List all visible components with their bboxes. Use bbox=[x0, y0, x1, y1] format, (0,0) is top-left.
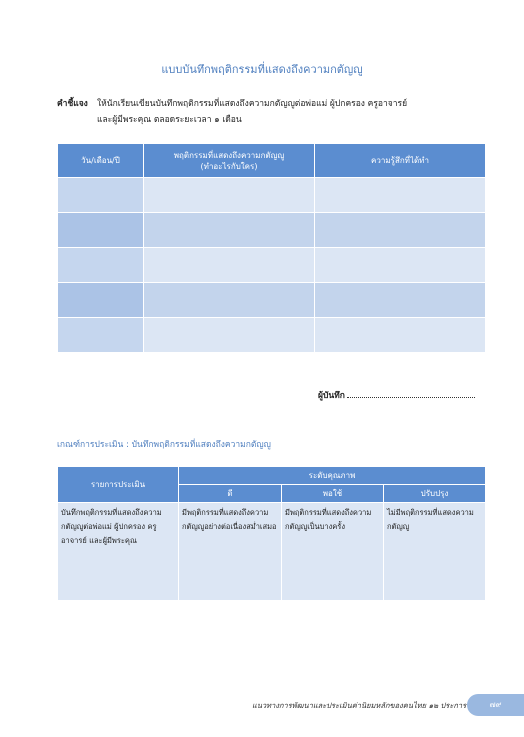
recorder-signature bbox=[318, 388, 475, 402]
header-feeling: ความรู้สึกที่ได้ทำ bbox=[315, 144, 486, 178]
header-quality-level: ระดับคุณภาพ bbox=[179, 467, 486, 485]
record-row bbox=[58, 283, 486, 318]
instruction-line-1: ให้นักเรียนเขียนบันทึกพฤติกรรมที่แสดงถึงความกตัญญูต่อพ่อแม่ ผู้ปกครอง ครูอาจารย์ bbox=[97, 99, 408, 109]
behavior-cell[interactable] bbox=[144, 248, 315, 283]
header-level-improve: ปรับปรุง bbox=[384, 485, 486, 503]
instruction-label: คำชี้แจง bbox=[57, 99, 88, 109]
date-cell[interactable] bbox=[58, 213, 144, 248]
date-cell[interactable] bbox=[58, 248, 144, 283]
recorder-label: ผู้บันทึก bbox=[318, 391, 345, 401]
criteria-fair-cell: มีพฤติกรรมที่แสดงถึงความกตัญญูเป็นบางครั้ง bbox=[282, 503, 384, 601]
header-behavior: พฤติกรรมที่แสดงถึงความกตัญญู (ทำอะไรกับใคร) bbox=[144, 144, 315, 178]
header-level-good: ดี bbox=[179, 485, 282, 503]
page-number: ๗๙ bbox=[467, 694, 524, 716]
record-header-row bbox=[58, 144, 486, 178]
header-date: วัน/เดือน/ปี bbox=[58, 144, 144, 178]
criteria-row bbox=[58, 503, 486, 601]
criteria-title: เกณฑ์การประเมิน : บันทึกพฤติกรรมที่แสดงถึงความกตัญญู bbox=[57, 440, 271, 450]
behavior-record-table bbox=[57, 143, 486, 353]
criteria-improve-cell: ไม่มีพฤติกรรมที่แสดงความกตัญญู bbox=[384, 503, 486, 601]
feeling-cell[interactable] bbox=[315, 283, 486, 318]
record-row bbox=[58, 178, 486, 213]
criteria-item-cell: บันทึกพฤติกรรมที่แสดงถึงความกตัญญูต่อพ่อแม่ ผู้ปกครอง ครูอาจารย์ และผู้มีพระคุณ bbox=[58, 503, 179, 601]
feeling-cell[interactable] bbox=[315, 178, 486, 213]
footer-text: แนวทางการพัฒนาและประเมินค่านิยมหลักของคนไทย ๑๒ ประการ bbox=[252, 701, 467, 710]
feeling-cell[interactable] bbox=[315, 318, 486, 353]
date-cell[interactable] bbox=[58, 178, 144, 213]
header-assessment-item: รายการประเมิน bbox=[58, 467, 179, 503]
date-cell[interactable] bbox=[58, 283, 144, 318]
date-cell[interactable] bbox=[58, 318, 144, 353]
behavior-cell[interactable] bbox=[144, 283, 315, 318]
recorder-signature-line[interactable] bbox=[347, 390, 475, 398]
record-row bbox=[58, 248, 486, 283]
criteria-table bbox=[57, 466, 486, 601]
behavior-cell[interactable] bbox=[144, 178, 315, 213]
criteria-good-cell: มีพฤติกรรมที่แสดงถึงความกตัญญูอย่างต่อเนื่องสม่ำเสมอ bbox=[179, 503, 282, 601]
feeling-cell[interactable] bbox=[315, 213, 486, 248]
page-title: แบบบันทึกพฤติกรรมที่แสดงถึงความกตัญญู bbox=[161, 63, 363, 76]
behavior-cell[interactable] bbox=[144, 318, 315, 353]
instruction-line-2: และผู้มีพระคุณ ตลอดระยะเวลา ๑ เดือน bbox=[97, 115, 242, 125]
behavior-cell[interactable] bbox=[144, 213, 315, 248]
record-row bbox=[58, 213, 486, 248]
feeling-cell[interactable] bbox=[315, 248, 486, 283]
header-level-fair: พอใช้ bbox=[282, 485, 384, 503]
record-row bbox=[58, 318, 486, 353]
